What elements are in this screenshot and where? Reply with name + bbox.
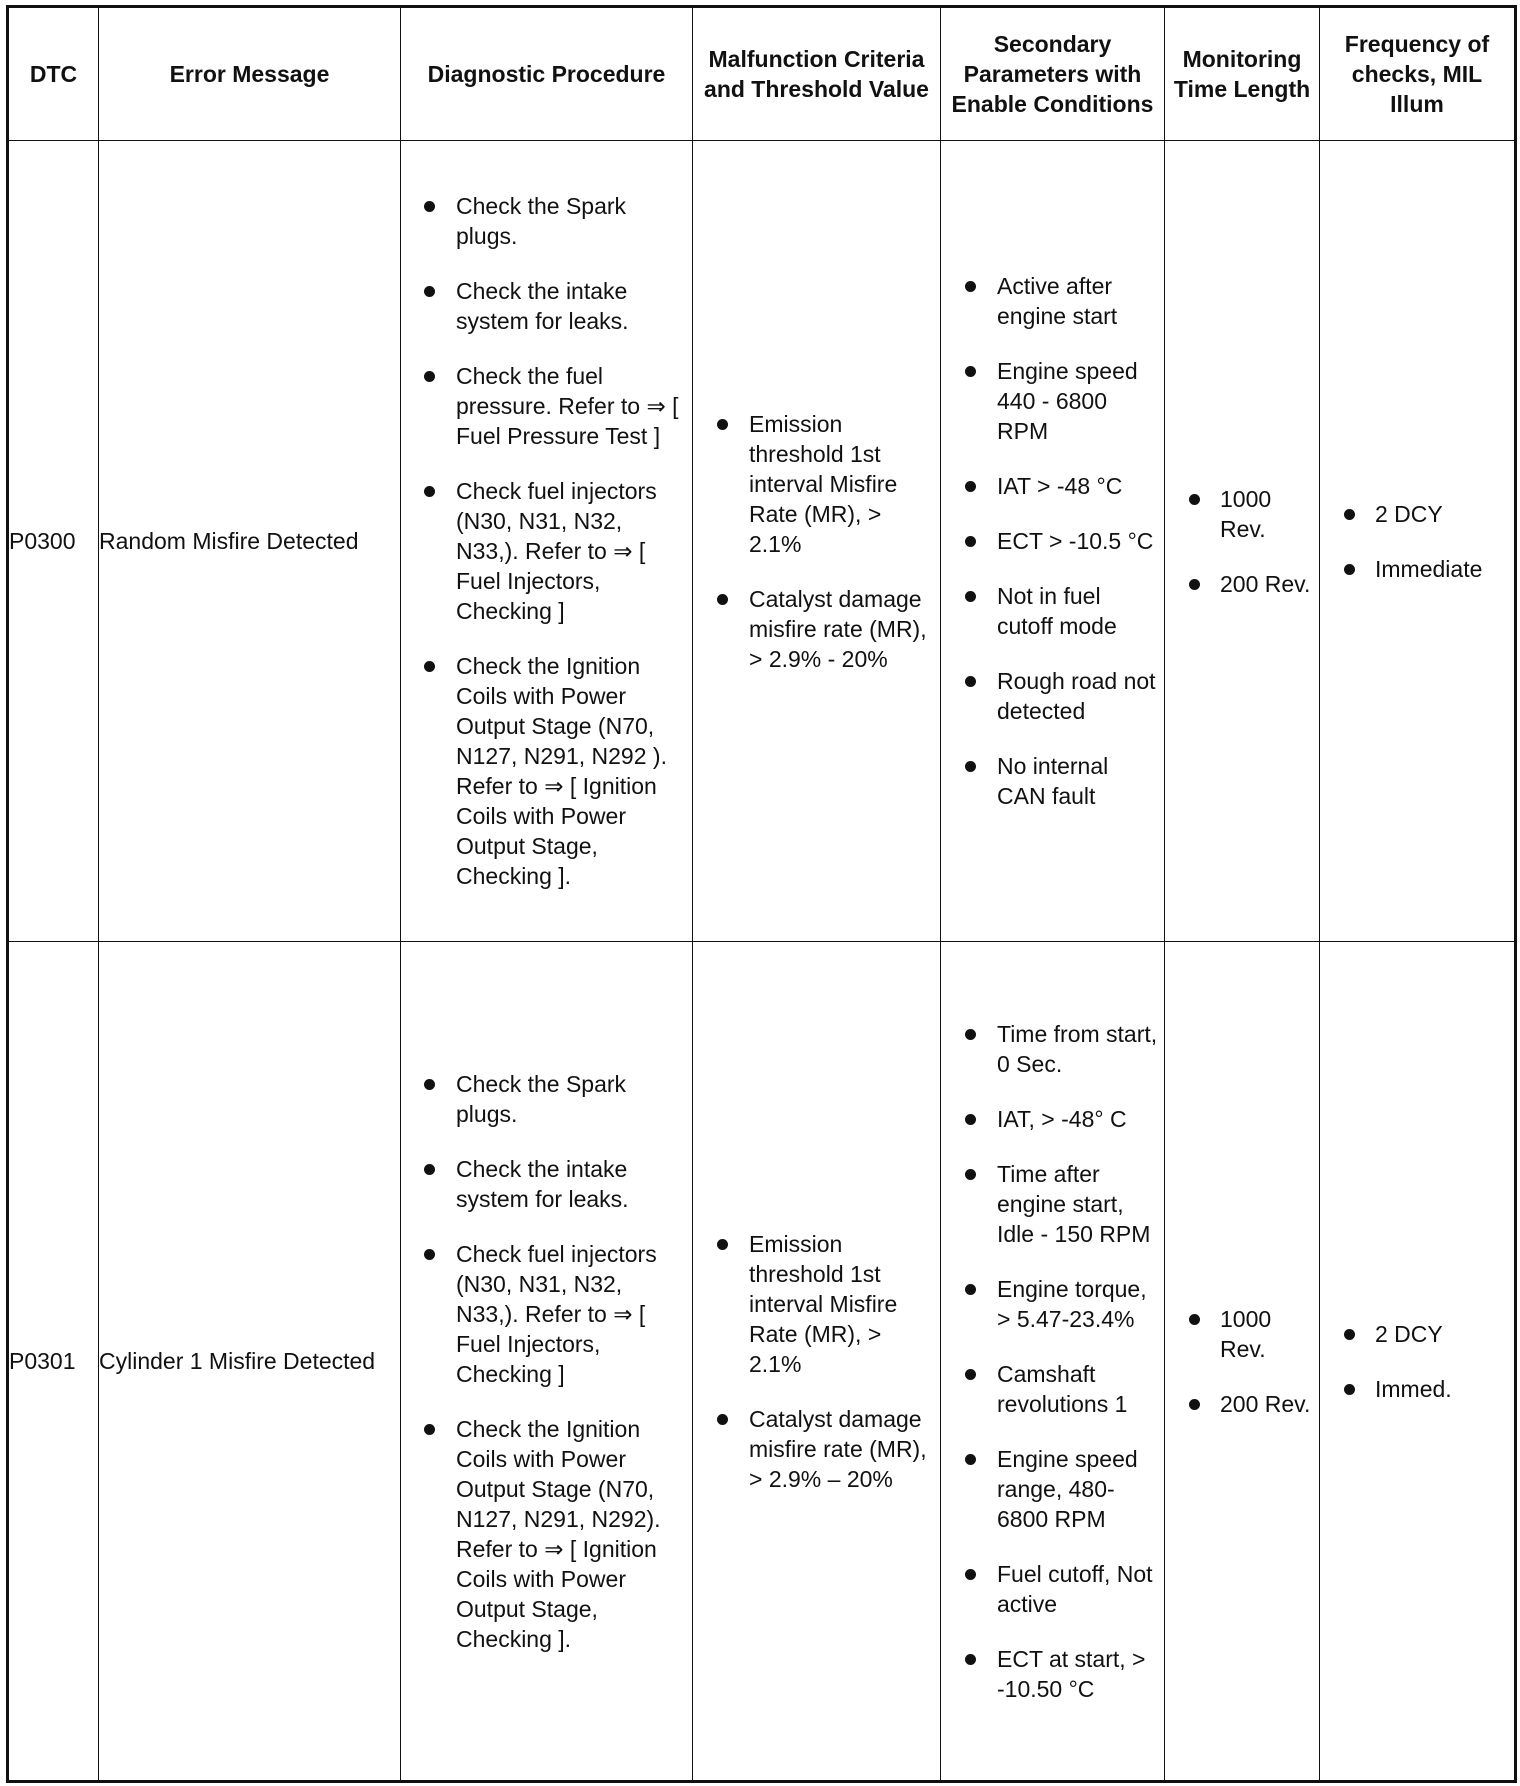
monitoring-list [1165,484,1319,599]
list-item: Engine torque, > 5.47-23.4% [941,1274,1164,1334]
header-secondary-parameters: Secondary Parameters with Enable Conditions [941,7,1165,141]
list-item: Emission threshold 1st interval Misfire Rate (MR), > 2.1% [693,409,940,559]
list-item: Check the Spark plugs. [401,1069,692,1129]
header-diagnostic-procedure: Diagnostic Procedure [401,7,693,141]
header-dtc: DTC [8,7,99,141]
list-item: Rough road not detected [941,666,1164,726]
list-item: 2 DCY [1320,1319,1514,1349]
list-item: Check the Spark plugs. [401,191,692,251]
frequency-cell [1320,942,1516,1782]
secondary-list [941,271,1164,811]
list-item: Active after engine start [941,271,1164,331]
monitoring-time-cell [1165,942,1320,1782]
list-item: ECT at start, > -10.50 °C [941,1644,1164,1704]
criteria-list [693,409,940,674]
list-item: 200 Rev. [1165,1389,1319,1419]
dtc-code: P0301 [8,942,99,1782]
diagnostic-procedure-cell [401,141,693,942]
malfunction-criteria-cell [693,942,941,1782]
frequency-list [1320,499,1514,584]
list-item: 1000 Rev. [1165,1304,1319,1364]
list-item: Not in fuel cutoff mode [941,581,1164,641]
list-item: Engine speed range, 480-6800 RPM [941,1444,1164,1534]
list-item: 2 DCY [1320,499,1514,529]
error-message: Cylinder 1 Misfire Detected [99,942,401,1782]
procedure-list [401,1069,692,1654]
secondary-parameters-cell [941,141,1165,942]
list-item: Engine speed 440 - 6800 RPM [941,356,1164,446]
secondary-list [941,1019,1164,1704]
list-item: Check the fuel pressure. Refer to ⇒ [ Fuel Pressure Test ] [401,361,692,451]
list-item: Check the intake system for leaks. [401,1154,692,1214]
list-item: Immed. [1320,1374,1514,1404]
secondary-parameters-cell [941,942,1165,1782]
dtc-code: P0300 [8,141,99,942]
monitoring-list [1165,1304,1319,1419]
header-error-message: Error Message [99,7,401,141]
list-item: IAT > -48 °C [941,471,1164,501]
header-frequency: Frequency of checks, MIL Illum [1320,7,1516,141]
diagnostic-procedure-cell [401,942,693,1782]
monitoring-time-cell [1165,141,1320,942]
list-item: Check the Ignition Coils with Power Output Stage (N70, N127, N291, N292 ). Refer to ⇒ [ Ignition Coils with Power Output Stage, Checking ]. [401,651,692,891]
list-item: Check fuel injectors (N30, N31, N32, N33,). Refer to ⇒ [ Fuel Injectors, Checking ] [401,1239,692,1389]
frequency-cell [1320,141,1516,942]
criteria-list [693,1229,940,1494]
list-item: 1000 Rev. [1165,484,1319,544]
procedure-list [401,191,692,891]
header-monitoring-time: Monitoring Time Length [1165,7,1320,141]
list-item: Check the intake system for leaks. [401,276,692,336]
list-item: Camshaft revolutions 1 [941,1359,1164,1419]
frequency-list [1320,1319,1514,1404]
list-item: Time after engine start, Idle - 150 RPM [941,1159,1164,1249]
header-malfunction-criteria: Malfunction Criteria and Threshold Value [693,7,941,141]
list-item: Catalyst damage misfire rate (MR), > 2.9% – 20% [693,1404,940,1494]
table-row [8,141,1516,942]
list-item: Check the Ignition Coils with Power Output Stage (N70, N127, N291, N292). Refer to ⇒ [ Ignition Coils with Power Output Stage, Checking ]. [401,1414,692,1654]
list-item: Immediate [1320,554,1514,584]
list-item: No internal CAN fault [941,751,1164,811]
list-item: Emission threshold 1st interval Misfire Rate (MR), > 2.1% [693,1229,940,1379]
list-item: 200 Rev. [1165,569,1319,599]
list-item: Fuel cutoff, Not active [941,1559,1164,1619]
list-item: Time from start, 0 Sec. [941,1019,1164,1079]
list-item: Check fuel injectors (N30, N31, N32, N33,). Refer to ⇒ [ Fuel Injectors, Checking ] [401,476,692,626]
error-message: Random Misfire Detected [99,141,401,942]
list-item: Catalyst damage misfire rate (MR), > 2.9% - 20% [693,584,940,674]
table-row [8,942,1516,1782]
list-item: IAT, > -48° C [941,1104,1164,1134]
list-item: ECT > -10.5 °C [941,526,1164,556]
dtc-table [6,5,1517,1783]
malfunction-criteria-cell [693,141,941,942]
header-row [8,7,1516,141]
